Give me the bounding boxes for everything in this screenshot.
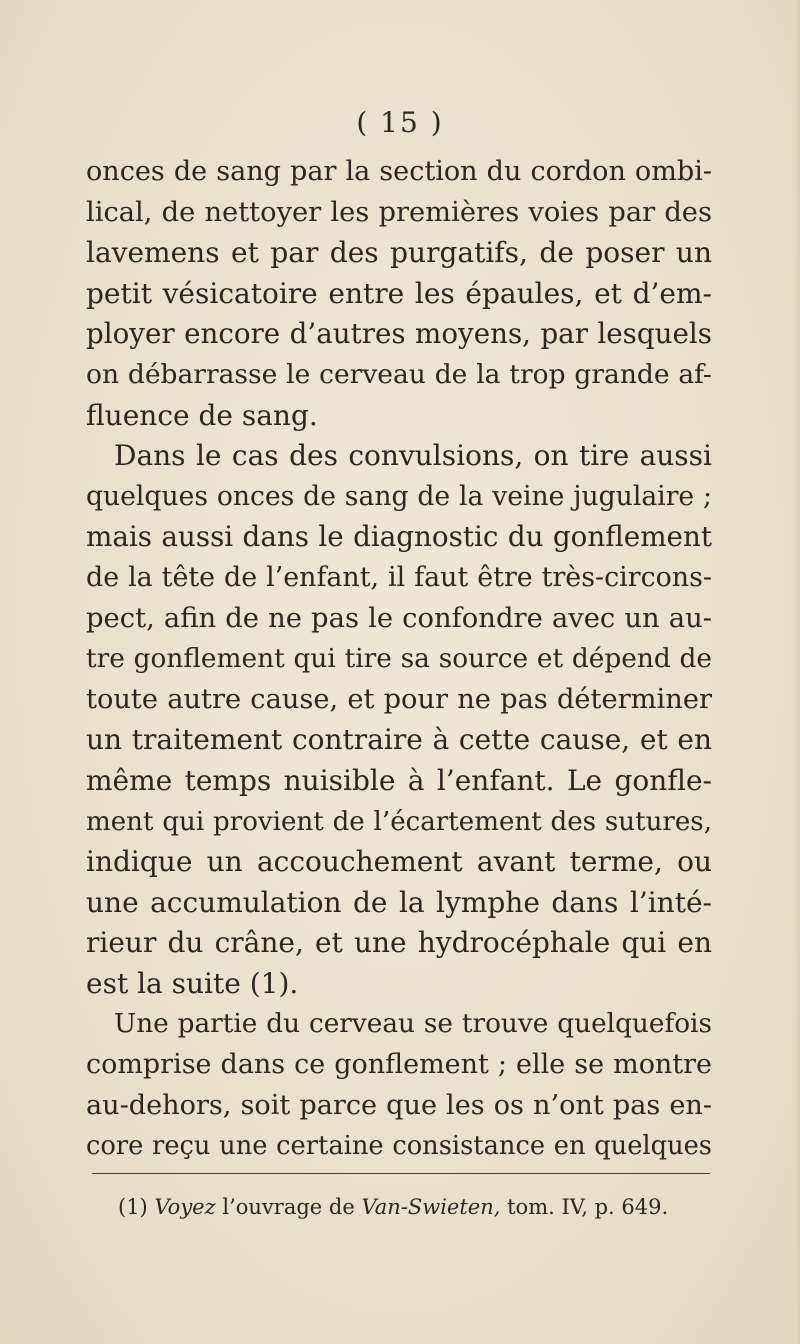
footnote-voyez: Voyez — [154, 1195, 216, 1219]
text-line: lical, de nettoyer les premières voies par des — [86, 196, 712, 228]
text-line: une accumulation de la lymphe dans l’inté- — [86, 885, 712, 919]
text-line: petit vésicatoire entre les épaules, et d’em- — [86, 276, 712, 310]
footnote-rule — [92, 1173, 710, 1174]
body-text — [86, 152, 712, 1167]
text-line: rieur du crâne, et une hydrocéphale qui en — [86, 926, 712, 960]
footnote-author: Van-Swieten, — [361, 1195, 501, 1219]
paragraph-start-line: Dans le cas des convulsions, on tire aussi — [114, 439, 712, 473]
text-line: fluence de sang. — [86, 398, 318, 432]
text-line: mais aussi dans le diagnostic du gonflement — [86, 520, 712, 554]
footnote — [118, 1195, 718, 1219]
page-edge — [794, 0, 800, 1344]
text-line: même temps nuisible à l’enfant. Le gonfle- — [86, 763, 712, 797]
text-line: de la tête de l’enfant, il faut être très-circons- — [86, 561, 712, 593]
paragraph-start-line: Une partie du cerveau se trouve quelquefois — [114, 1009, 712, 1040]
text-line: quelques onces de sang de la veine jugulaire ; — [86, 480, 712, 512]
text-line: tre gonflement qui tire sa source et dépend de — [86, 644, 712, 675]
footnote-marker: (1) — [118, 1195, 148, 1219]
text-line: core reçu une certaine consistance en quelques — [86, 1131, 712, 1162]
text-line: toute autre cause, et pour ne pas déterminer — [86, 683, 712, 715]
text-line: est la suite (1). — [86, 966, 299, 1000]
text-line: lavemens et par des purgatifs, de poser un — [86, 236, 712, 270]
text-line: ployer encore d’autres moyens, par lesquels — [86, 317, 712, 351]
page-number: ( 15 ) — [356, 106, 444, 139]
footnote-reference: tom. IV, p. 649. — [507, 1195, 669, 1219]
text-line: indique un accouchement avant terme, ou — [86, 845, 712, 879]
text-line: on débarrasse le cerveau de la trop grande af- — [86, 358, 712, 390]
text-line: au-dehors, soit parce que les os n’ont pas en- — [86, 1089, 712, 1121]
text-line: pect, afin de ne pas le confondre avec un au- — [86, 602, 712, 634]
text-line: comprise dans ce gonflement ; elle se montre — [86, 1049, 712, 1081]
text-line: un traitement contraire à cette cause, et en — [86, 723, 712, 757]
text-line: onces de sang par la section du cordon ombi- — [86, 156, 712, 187]
text-line: ment qui provient de l’écartement des sutures, — [86, 806, 712, 837]
footnote-text: l’ouvrage de — [222, 1195, 355, 1219]
